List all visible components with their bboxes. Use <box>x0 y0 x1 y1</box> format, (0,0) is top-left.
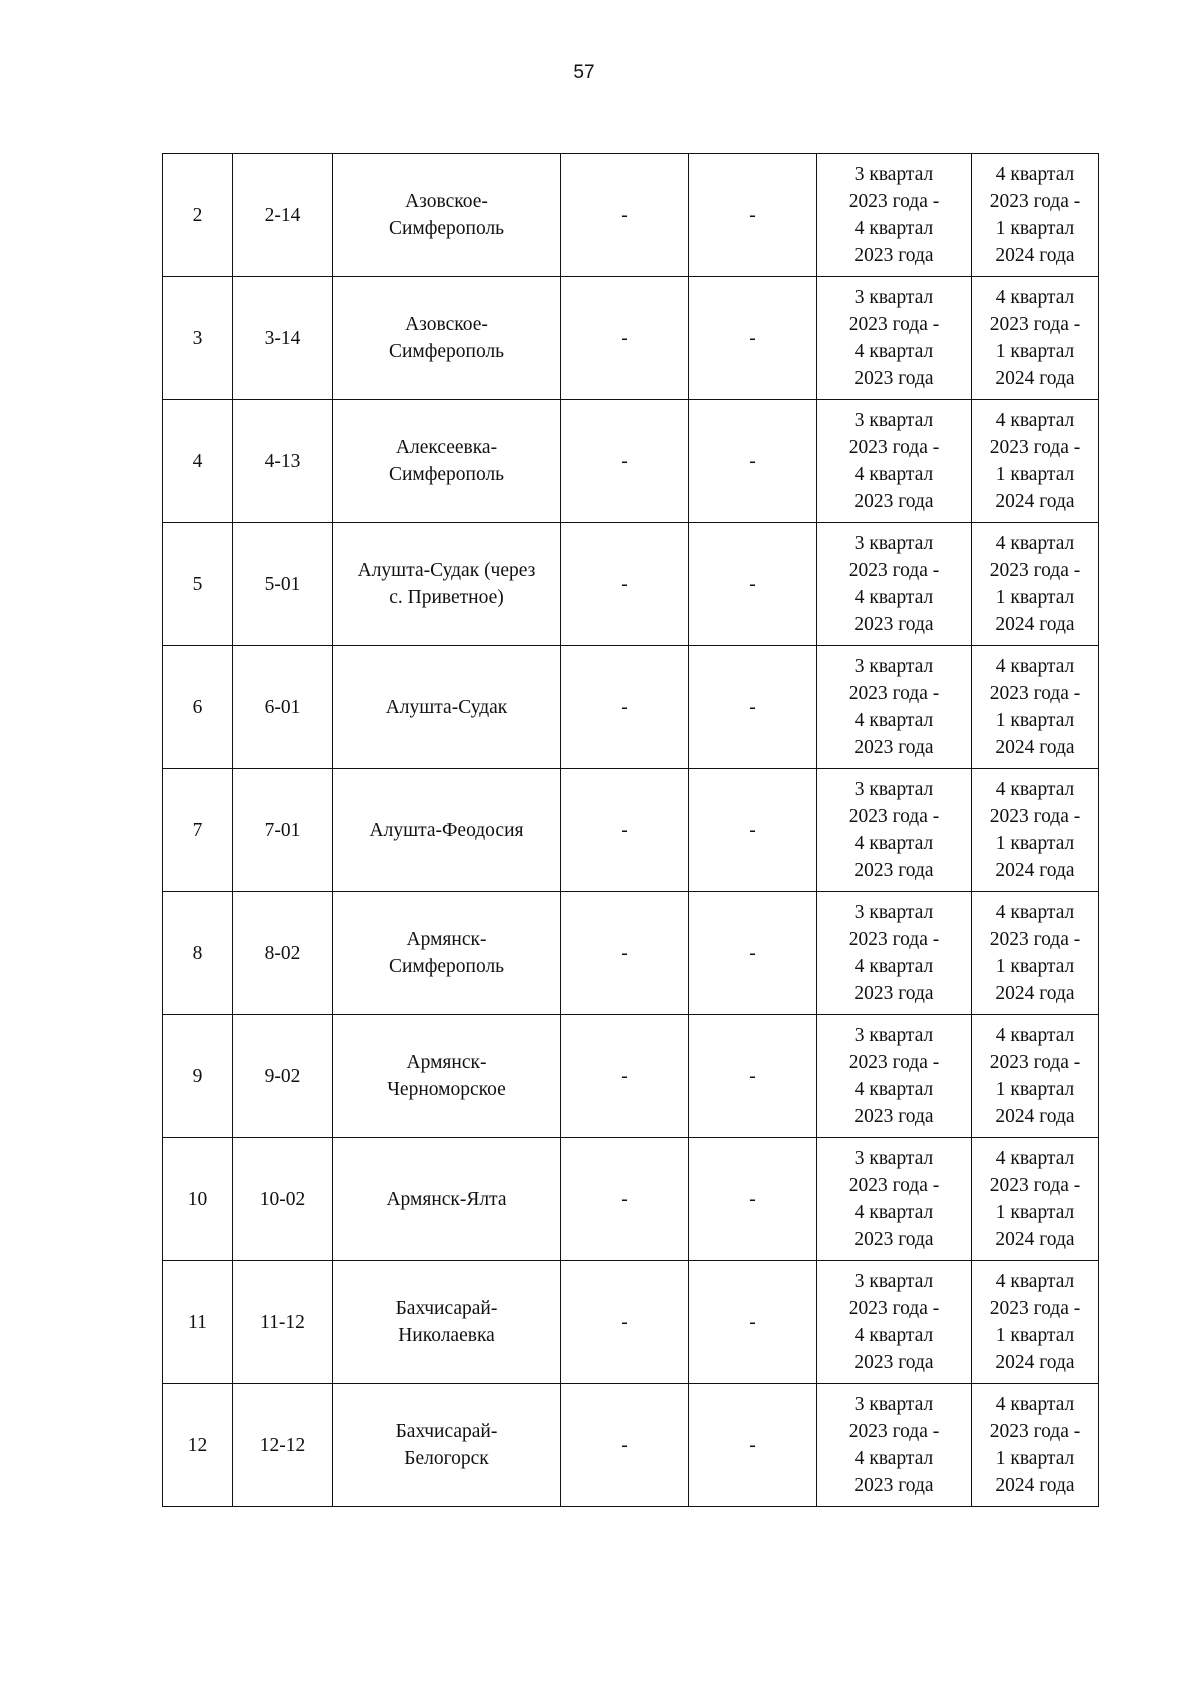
start-period-cell-line: 2023 года - <box>848 806 940 827</box>
start-period-cell-line: 4 квартал <box>854 1325 934 1346</box>
start-period-cell <box>817 1261 972 1384</box>
route-code-cell: 7-01 <box>233 769 333 892</box>
table-row <box>163 1261 1099 1384</box>
empty-value-cell: - <box>561 892 689 1015</box>
start-period-cell-line: 2023 года - <box>848 683 940 704</box>
empty-value-cell: - <box>561 646 689 769</box>
start-period-cell-line: 3 квартал <box>854 1148 934 1169</box>
end-period-cell <box>972 1015 1099 1138</box>
table-row <box>163 646 1099 769</box>
start-period-cell <box>817 1138 972 1261</box>
end-period-cell <box>972 523 1099 646</box>
route-code-cell: 12-12 <box>233 1384 333 1507</box>
route-name-cell-line: Николаевка <box>398 1325 495 1346</box>
route-code-cell: 4-13 <box>233 400 333 523</box>
route-name-cell <box>333 523 561 646</box>
end-period-cell-line: 1 квартал <box>995 1202 1075 1223</box>
route-name-cell-line: Бахчисарай- <box>395 1298 498 1319</box>
start-period-cell-line: 4 квартал <box>854 218 934 239</box>
end-period-cell-line: 2023 года - <box>989 1421 1081 1442</box>
route-name-cell-line: Армянск- <box>406 929 487 950</box>
start-period-cell <box>817 154 972 277</box>
empty-value-cell: - <box>689 523 817 646</box>
empty-value-cell: - <box>561 1138 689 1261</box>
row-number-cell: 2 <box>163 154 233 277</box>
start-period-cell-line: 2023 года <box>854 245 934 266</box>
table-row <box>163 769 1099 892</box>
empty-value-cell: - <box>561 1261 689 1384</box>
end-period-cell-line: 4 квартал <box>995 533 1075 554</box>
start-period-cell-line: 2023 года <box>854 614 934 635</box>
empty-value-cell: - <box>561 277 689 400</box>
row-number-cell: 12 <box>163 1384 233 1507</box>
end-period-cell-line: 2024 года <box>995 1229 1075 1250</box>
route-name-cell-line: Черноморское <box>387 1079 506 1100</box>
empty-value-cell: - <box>689 400 817 523</box>
end-period-cell-line: 2023 года - <box>989 929 1081 950</box>
end-period-cell-line: 1 квартал <box>995 218 1075 239</box>
end-period-cell-line: 2023 года - <box>989 683 1081 704</box>
row-number-cell: 4 <box>163 400 233 523</box>
end-period-cell-line: 1 квартал <box>995 956 1075 977</box>
end-period-cell-line: 2024 года <box>995 245 1075 266</box>
start-period-cell-line: 3 квартал <box>854 287 934 308</box>
route-code-cell: 5-01 <box>233 523 333 646</box>
table-row <box>163 1138 1099 1261</box>
route-code-cell: 8-02 <box>233 892 333 1015</box>
empty-value-cell: - <box>689 277 817 400</box>
table-row <box>163 400 1099 523</box>
table-row <box>163 154 1099 277</box>
end-period-cell-line: 4 квартал <box>995 902 1075 923</box>
end-period-cell-line: 4 квартал <box>995 410 1075 431</box>
empty-value-cell: - <box>689 154 817 277</box>
end-period-cell-line: 2023 года - <box>989 1052 1081 1073</box>
start-period-cell <box>817 646 972 769</box>
empty-value-cell: - <box>561 400 689 523</box>
route-name-cell-line: Симферополь <box>388 341 505 362</box>
start-period-cell-line: 3 квартал <box>854 533 934 554</box>
start-period-cell-line: 2023 года - <box>848 314 940 335</box>
end-period-cell-line: 4 квартал <box>995 1148 1075 1169</box>
start-period-cell <box>817 1015 972 1138</box>
start-period-cell-line: 2023 года - <box>848 437 940 458</box>
end-period-cell-line: 1 квартал <box>995 1448 1075 1469</box>
route-name-cell <box>333 892 561 1015</box>
end-period-cell-line: 4 квартал <box>995 656 1075 677</box>
start-period-cell-line: 2023 года <box>854 368 934 389</box>
start-period-cell <box>817 892 972 1015</box>
end-period-cell-line: 2024 года <box>995 983 1075 1004</box>
empty-value-cell: - <box>689 646 817 769</box>
start-period-cell-line: 2023 года - <box>848 1298 940 1319</box>
table-row <box>163 523 1099 646</box>
start-period-cell <box>817 400 972 523</box>
end-period-cell-line: 2024 года <box>995 1106 1075 1127</box>
route-name-cell <box>333 769 561 892</box>
table-body <box>163 154 1099 1507</box>
end-period-cell <box>972 646 1099 769</box>
end-period-cell-line: 1 квартал <box>995 464 1075 485</box>
empty-value-cell: - <box>689 1138 817 1261</box>
end-period-cell-line: 1 квартал <box>995 710 1075 731</box>
start-period-cell-line: 2023 года <box>854 1352 934 1373</box>
route-code-cell: 9-02 <box>233 1015 333 1138</box>
end-period-cell-line: 2023 года - <box>989 1175 1081 1196</box>
row-number-cell: 11 <box>163 1261 233 1384</box>
empty-value-cell: - <box>689 769 817 892</box>
route-name-cell-line: Белогорск <box>404 1448 489 1469</box>
row-number-cell: 8 <box>163 892 233 1015</box>
table-row <box>163 1384 1099 1507</box>
table-row <box>163 277 1099 400</box>
start-period-cell-line: 4 квартал <box>854 341 934 362</box>
empty-value-cell: - <box>561 154 689 277</box>
start-period-cell-line: 2023 года <box>854 737 934 758</box>
end-period-cell-line: 2024 года <box>995 737 1075 758</box>
start-period-cell <box>817 769 972 892</box>
end-period-cell-line: 4 квартал <box>995 1271 1075 1292</box>
end-period-cell-line: 4 квартал <box>995 287 1075 308</box>
end-period-cell <box>972 1138 1099 1261</box>
start-period-cell-line: 3 квартал <box>854 1271 934 1292</box>
start-period-cell-line: 2023 года <box>854 860 934 881</box>
empty-value-cell: - <box>561 769 689 892</box>
route-name-cell-line: Алушта-Феодосия <box>369 819 524 841</box>
end-period-cell-line: 1 квартал <box>995 587 1075 608</box>
route-name-cell <box>333 1138 561 1261</box>
page-number: 57 <box>573 62 595 83</box>
start-period-cell <box>817 1384 972 1507</box>
start-period-cell-line: 4 квартал <box>854 1202 934 1223</box>
empty-value-cell: - <box>561 523 689 646</box>
start-period-cell-line: 2023 года - <box>848 1421 940 1442</box>
route-name-cell-line: Алушта-Судак (через <box>357 560 536 581</box>
empty-value-cell: - <box>689 892 817 1015</box>
route-code-cell: 11-12 <box>233 1261 333 1384</box>
route-name-cell-line: Симферополь <box>388 464 505 485</box>
route-name-cell <box>333 1015 561 1138</box>
row-number-cell: 5 <box>163 523 233 646</box>
empty-value-cell: - <box>689 1015 817 1138</box>
route-name-cell-line: Азовское- <box>405 314 488 335</box>
route-name-cell <box>333 1261 561 1384</box>
start-period-cell-line: 3 квартал <box>854 779 934 800</box>
end-period-cell-line: 2023 года - <box>989 1298 1081 1319</box>
route-code-cell: 3-14 <box>233 277 333 400</box>
route-name-cell <box>333 400 561 523</box>
start-period-cell-line: 2023 года <box>854 1229 934 1250</box>
start-period-cell-line: 2023 года - <box>848 191 940 212</box>
route-schedule-table <box>162 153 1099 1507</box>
end-period-cell-line: 2023 года - <box>989 314 1081 335</box>
end-period-cell-line: 1 квартал <box>995 1325 1075 1346</box>
route-name-cell-line: Армянск-Ялта <box>386 1188 507 1210</box>
start-period-cell-line: 2023 года <box>854 983 934 1004</box>
end-period-cell-line: 2024 года <box>995 860 1075 881</box>
start-period-cell-line: 3 квартал <box>854 1025 934 1046</box>
end-period-cell-line: 4 квартал <box>995 1394 1075 1415</box>
route-code-cell: 10-02 <box>233 1138 333 1261</box>
route-name-cell <box>333 646 561 769</box>
start-period-cell-line: 2023 года <box>854 1106 934 1127</box>
route-name-cell-line: с. Приветное) <box>389 587 504 608</box>
route-name-cell <box>333 277 561 400</box>
end-period-cell <box>972 769 1099 892</box>
start-period-cell-line: 4 квартал <box>854 1448 934 1469</box>
start-period-cell-line: 4 квартал <box>854 956 934 977</box>
route-name-cell-line: Бахчисарай- <box>395 1421 498 1442</box>
end-period-cell-line: 2023 года - <box>989 806 1081 827</box>
route-name-cell-line: Симферополь <box>388 956 505 977</box>
end-period-cell-line: 2024 года <box>995 1475 1075 1496</box>
row-number-cell: 7 <box>163 769 233 892</box>
start-period-cell-line: 3 квартал <box>854 1394 934 1415</box>
end-period-cell-line: 2024 года <box>995 368 1075 389</box>
route-name-cell-line: Армянск- <box>406 1052 487 1073</box>
empty-value-cell: - <box>689 1261 817 1384</box>
start-period-cell-line: 3 квартал <box>854 902 934 923</box>
start-period-cell <box>817 277 972 400</box>
row-number-cell: 9 <box>163 1015 233 1138</box>
end-period-cell <box>972 1384 1099 1507</box>
end-period-cell <box>972 154 1099 277</box>
start-period-cell-line: 4 квартал <box>854 833 934 854</box>
start-period-cell-line: 4 квартал <box>854 1079 934 1100</box>
end-period-cell-line: 2024 года <box>995 1352 1075 1373</box>
empty-value-cell: - <box>561 1384 689 1507</box>
end-period-cell-line: 4 квартал <box>995 164 1075 185</box>
end-period-cell-line: 2023 года - <box>989 560 1081 581</box>
end-period-cell-line: 2023 года - <box>989 191 1081 212</box>
end-period-cell <box>972 892 1099 1015</box>
end-period-cell-line: 2024 года <box>995 491 1075 512</box>
row-number-cell: 6 <box>163 646 233 769</box>
end-period-cell-line: 1 квартал <box>995 1079 1075 1100</box>
end-period-cell <box>972 277 1099 400</box>
route-name-cell-line: Алексеевка- <box>395 437 498 458</box>
start-period-cell-line: 4 квартал <box>854 710 934 731</box>
end-period-cell-line: 4 квартал <box>995 779 1075 800</box>
empty-value-cell: - <box>689 1384 817 1507</box>
start-period-cell-line: 2023 года <box>854 491 934 512</box>
start-period-cell-line: 2023 года - <box>848 1175 940 1196</box>
route-name-cell-line: Азовское- <box>405 191 488 212</box>
start-period-cell-line: 3 квартал <box>854 656 934 677</box>
route-name-cell <box>333 1384 561 1507</box>
end-period-cell-line: 2024 года <box>995 614 1075 635</box>
start-period-cell-line: 3 квартал <box>854 410 934 431</box>
end-period-cell <box>972 400 1099 523</box>
route-code-cell: 6-01 <box>233 646 333 769</box>
end-period-cell-line: 1 квартал <box>995 341 1075 362</box>
table-row <box>163 1015 1099 1138</box>
table-row <box>163 892 1099 1015</box>
start-period-cell-line: 4 квартал <box>854 464 934 485</box>
row-number-cell: 3 <box>163 277 233 400</box>
empty-value-cell: - <box>561 1015 689 1138</box>
start-period-cell-line: 4 квартал <box>854 587 934 608</box>
start-period-cell-line: 3 квартал <box>854 164 934 185</box>
route-name-cell-line: Алушта-Судак <box>385 696 508 718</box>
start-period-cell-line: 2023 года - <box>848 560 940 581</box>
start-period-cell-line: 2023 года - <box>848 1052 940 1073</box>
row-number-cell: 10 <box>163 1138 233 1261</box>
route-name-cell-line: Симферополь <box>388 218 505 239</box>
start-period-cell-line: 2023 года <box>854 1475 934 1496</box>
end-period-cell-line: 1 квартал <box>995 833 1075 854</box>
end-period-cell-line: 4 квартал <box>995 1025 1075 1046</box>
route-name-cell <box>333 154 561 277</box>
start-period-cell-line: 2023 года - <box>848 929 940 950</box>
start-period-cell <box>817 523 972 646</box>
end-period-cell-line: 2023 года - <box>989 437 1081 458</box>
end-period-cell <box>972 1261 1099 1384</box>
route-code-cell: 2-14 <box>233 154 333 277</box>
